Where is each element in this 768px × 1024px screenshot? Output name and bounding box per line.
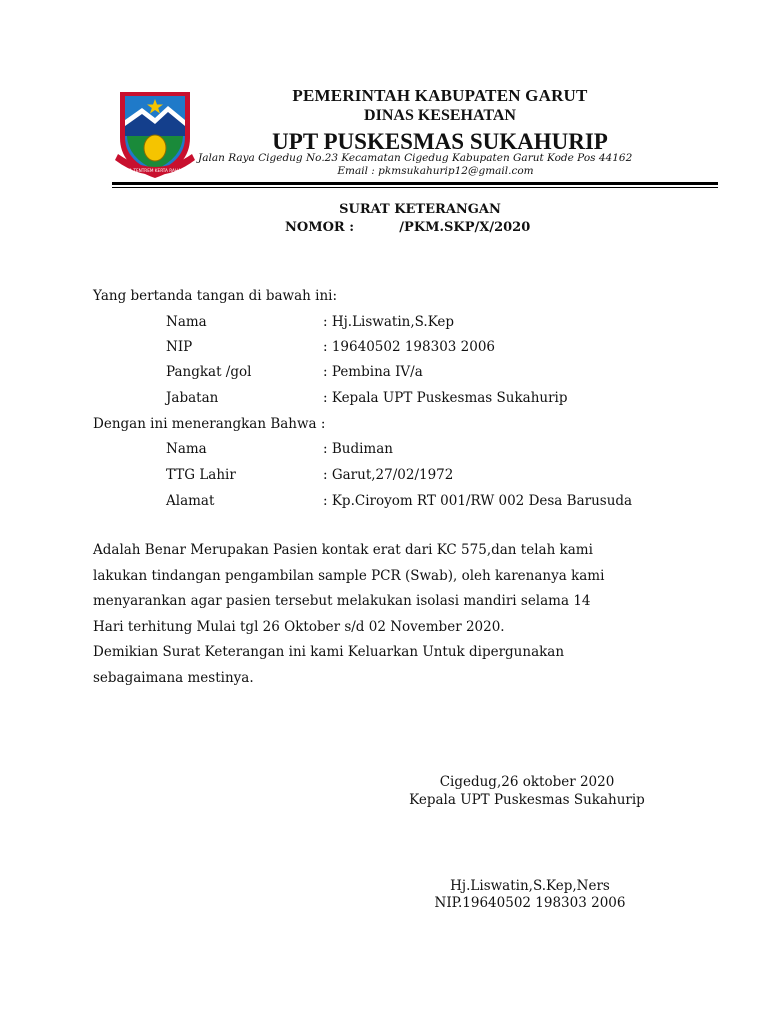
institution-name: UPT PUSKESMAS SUKAHURIP [272,129,608,154]
patient-birth-label: TTG Lahir [166,467,236,483]
body-line: Adalah Benar Merupakan Pasien kontak erat dari KC 575,dan telah kami [93,542,593,558]
signatory-rank-label: Pangkat /gol [166,364,252,380]
patient-name-label: Nama [166,441,207,457]
signature-nip: NIP.19640502 198303 2006 [434,895,626,911]
patient-name-value: : Budiman [323,441,393,457]
signatory-nip-label: NIP [166,339,193,355]
government-name: PEMERINTAH KABUPATEN GARUT [292,86,588,105]
document-title: SURAT KETERANGAN [339,202,501,217]
intro-text: Yang bertanda tangan di bawah ini: [93,288,338,304]
signatory-position-label: Jabatan [166,390,219,406]
signatory-rank-value: : Pembina IV/a [323,364,423,380]
patient-address-value: : Kp.Ciroyom RT 001/RW 002 Desa Barusuda [323,493,633,509]
address-line: Jalan Raya Cigedug No.23 Kecamatan Cigedug Kabupaten Garut Kode Pos 44162 [198,152,633,164]
patient-address-label: Alamat [166,493,215,509]
letterhead-rule-thick [112,182,718,185]
letterhead [190,86,690,157]
letterhead-rule-thin [112,187,718,188]
statement-intro: Dengan ini menerangkan Bahwa : [93,416,326,432]
patient-birth-value: : Garut,27/02/1972 [323,467,454,483]
signatory-name-value: : Hj.Liswatin,S.Kep [323,314,455,330]
body-line: Demikian Surat Keterangan ini kami Keluarkan Untuk dipergunakan [93,644,565,661]
document-number: NOMOR : /PKM.SKP/X/2020 [285,220,531,235]
email-line: Email : pkmsukahurip12@gmail.com [337,165,534,177]
body-line: Hari terhitung Mulai tgl 26 Oktober s/d 02 November 2020. [93,618,505,635]
department-name: DINAS KESEHATAN [364,107,516,124]
signatory-position-value: : Kepala UPT Puskesmas Sukahurip [323,390,568,406]
letterhead-contact [198,152,673,178]
signature-position: Kepala UPT Puskesmas Sukahurip [409,792,645,808]
body-line: lakukan tindangan pengambilan sample PCR (Swab), oleh karenanya kami [93,567,605,584]
body-line: menyarankan agar pasien tersebut melakukan isolasi mandiri selama 14 [93,593,591,610]
logo-motto-text: TATA TENTREM KERTA RAHARJA [122,168,188,173]
signatory-name-label: Nama [166,314,207,330]
signatory-nip-value: : 19640502 198303 2006 [323,339,496,355]
body-line: sebagaimana mestinya. [93,669,254,686]
garut-regency-logo [112,86,198,186]
body-paragraph [93,538,693,692]
signature-name: Hj.Liswatin,S.Kep,Ners [450,878,610,894]
signature-place-date: Cigedug,26 oktober 2020 [439,774,615,790]
